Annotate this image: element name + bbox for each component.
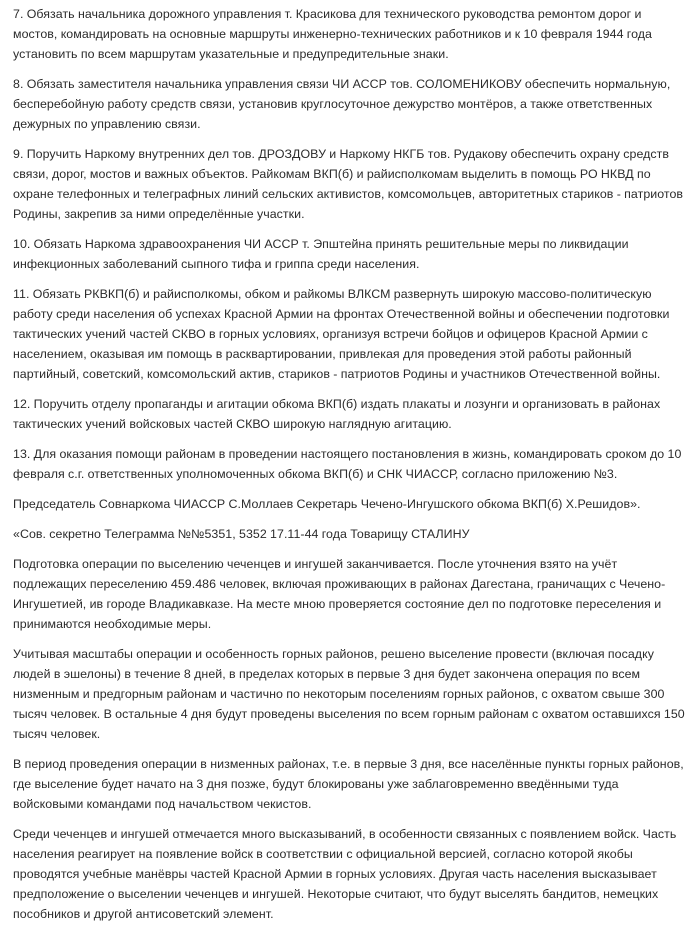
telegram-paragraph-3: В период проведения операции в низменных районах, т.е. в первые 3 дня, все населённые пункты горных районов, где выселение будет начато на 3 дня позже, будут блокированы уже заблаговременно введёнными туда войсковыми командами под начальством чекистов. [13, 757, 684, 811]
telegram-paragraph-1: Подготовка операции по выселению чеченцев и ингушей заканчивается. После уточнения взято на учёт подлежащих переселению 459.486 человек, включая проживающих в районах Дагестана, граничащих с Чечено-Ингушетией, ив городе Владикавказе. На месте мною проверяется состояние дел по подготовке переселения и принимаются необходимые меры. [13, 557, 666, 631]
signatures-line: Председатель Совнаркома ЧИАССР С.Моллаев Секретарь Чечено-Ингушского обкома ВКП(б) Х.Решидов». [13, 497, 641, 511]
telegram-paragraph-4: Среди чеченцев и ингушей отмечается много высказываний, в особенности связанных с появлением войск. Часть населения реагирует на появление войск в соответствии с официальной версией, согласно которой якобы проводятся учебные манёвры частей Красной Армии в горных условиях. Другая часть населения высказывает предположение о выселении чеченцев и ингушей. Некоторые считают, что будут выселять бандитов, немецких пособников и другой антисоветский элемент. [13, 827, 677, 921]
paragraph-item-8: 8. Обязать заместителя начальника управления связи ЧИ АССР тов. СОЛОМЕНИКОВУ обеспечить нормальную, бесперебойную работу средств связи, установив круглосуточное дежурство монтёров, а также ответственных дежурных по управлению связи. [13, 77, 671, 131]
paragraph-item-11: 11. Обязать РКВКП(б) и райисполкомы, обком и райкомы ВЛКСМ развернуть широкую массово-политическую работу среди населения об успехах Красной Армии на фронтах Отечественной войны и обеспечении подготовки тактических учений частей СКВО в горных условиях, организуя встречи бойцов и офицеров Красной Армии с населением, оказывая им помощь в расквартировании, привлекая для проведения этой работы районный партийный, советский, комсомольский актив, стариков - патриотов Родины и участников Отечественной войны. [13, 287, 670, 381]
paragraph-item-10: 10. Обязать Наркома здравоохранения ЧИ АССР т. Эпштейна принять решительные меры по ликвидации инфекционных заболеваний сыпного тифа и гриппа среди населения. [13, 237, 629, 271]
paragraph-item-13: 13. Для оказания помощи районам в проведении настоящего постановления в жизнь, командировать сроком до 10 февраля с.г. ответственных уполномоченных обкома ВКП(б) и СНК ЧИАССР, согласно приложению №3. [13, 447, 682, 481]
telegram-paragraph-2: Учитывая масштабы операции и особенность горных районов, решено выселение провести (включая посадку людей в эшелоны) в течение 8 дней, в пределах которых в первые 3 дня будет закончена операция по всем низменным и предгорным районам и частично по некоторым поселениям горных районов, с охватом свыше 300 тысяч человек. В остальные 4 дня будут проведены выселения по всем горным районам с охватом оставшихся 150 тысяч человек. [13, 647, 685, 741]
document-body [13, 4, 689, 934]
telegram-header: «Сов. секретно Телеграмма №№5351, 5352 17.11-44 года Товарищу СТАЛИНУ [13, 527, 470, 541]
paragraph-item-7: 7. Обязать начальника дорожного управления т. Красикова для технического руководства ремонтом дорог и мостов, командировать на основные маршруты инженерно-технических работников и к 10 февраля 1944 года установить по всем маршрутам указательные и предупредительные знаки. [13, 7, 652, 61]
paragraph-item-12: 12. Поручить отделу пропаганды и агитации обкома ВКП(б) издать плакаты и лозунги и организовать в районах тактических учений войсковых частей СКВО широкую наглядную агитацию. [13, 397, 661, 431]
paragraph-item-9: 9. Поручить Наркому внутренних дел тов. ДРОЗДОВУ и Наркому НКГБ тов. Рудакову обеспечить охрану средств связи, дорог, мостов и важных объектов. Райкомам ВКП(б) и райисполкомам выделить в помощь РО НКВД по охране телефонных и телеграфных линий сельских активистов, комсомольцев, авторитетных стариков - патриотов Родины, закрепив за ними определённые участки. [13, 147, 684, 221]
